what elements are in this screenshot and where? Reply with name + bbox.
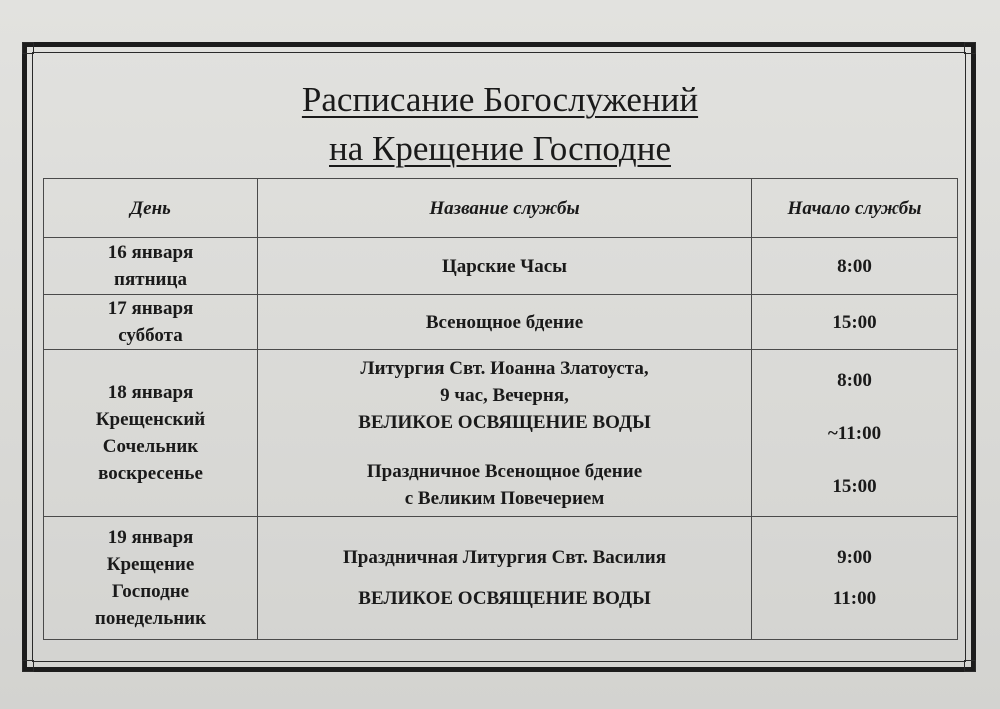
- day-text: 16 января: [107, 242, 194, 263]
- day-text: Господне: [111, 581, 190, 602]
- table-row: [44, 238, 958, 295]
- service-text: ВЕЛИКОЕ ОСВЯЩЕНИЕ ВОДЫ: [358, 411, 651, 433]
- table-row: [44, 517, 958, 640]
- header-day: День: [44, 179, 258, 238]
- schedule-table: [43, 178, 958, 640]
- time-text: 15:00: [832, 311, 877, 333]
- header-service: Название службы: [258, 179, 752, 238]
- time-text: 9:00: [837, 547, 872, 568]
- time-cell: [752, 238, 958, 295]
- service-text: Литургия Свт. Иоанна Златоуста,: [360, 357, 649, 379]
- service-cell: [258, 517, 752, 640]
- service-text: Всенощное бдение: [425, 311, 584, 333]
- service-cell: [258, 238, 752, 295]
- day-text: 18 января: [107, 382, 194, 403]
- day-text: Крещенский: [95, 409, 206, 430]
- day-text: Крещение: [106, 554, 195, 575]
- service-cell: [258, 295, 752, 350]
- day-text: Сочельник: [102, 436, 199, 457]
- time-cell: [752, 350, 958, 517]
- time-text: 11:00: [832, 588, 877, 609]
- day-text: воскресенье: [98, 463, 203, 484]
- day-text: 17 января: [107, 298, 194, 319]
- frame-corner-br: [964, 660, 976, 672]
- day-text: понедельник: [94, 608, 207, 629]
- day-cell: [44, 295, 258, 350]
- table-header-row: [44, 179, 958, 238]
- frame-corner-bl: [22, 660, 34, 672]
- day-text: суббота: [118, 325, 183, 346]
- service-text: Праздничная Литургия Свт. Василия: [342, 547, 667, 568]
- header-start: Начало службы: [752, 179, 958, 238]
- service-cell: [258, 350, 752, 517]
- frame-corner-tl: [22, 42, 34, 54]
- table-row: [44, 295, 958, 350]
- day-text: 19 января: [107, 527, 194, 548]
- time-text: 8:00: [837, 255, 872, 277]
- service-text: 9 час, Вечерня,: [440, 384, 569, 406]
- frame-corner-tr: [964, 42, 976, 54]
- service-text: Праздничное Всенощное бдение: [366, 460, 643, 482]
- time-text: 15:00: [832, 475, 877, 497]
- page-title: Расписание Богослужений: [301, 80, 699, 119]
- time-text: 8:00: [837, 369, 872, 391]
- service-text: ВЕЛИКОЕ ОСВЯЩЕНИЕ ВОДЫ: [358, 588, 651, 609]
- service-text: с Великим Повечерием: [404, 487, 605, 509]
- time-text: ~11:00: [827, 422, 882, 444]
- table-row: [44, 350, 958, 517]
- day-text: пятница: [114, 269, 187, 290]
- day-cell: [44, 517, 258, 640]
- day-cell: [44, 238, 258, 295]
- page-subtitle: на Крещение Господне: [329, 129, 671, 168]
- day-cell: [44, 350, 258, 517]
- time-cell: [752, 295, 958, 350]
- service-text: Царские Часы: [441, 255, 568, 277]
- time-cell: [752, 517, 958, 640]
